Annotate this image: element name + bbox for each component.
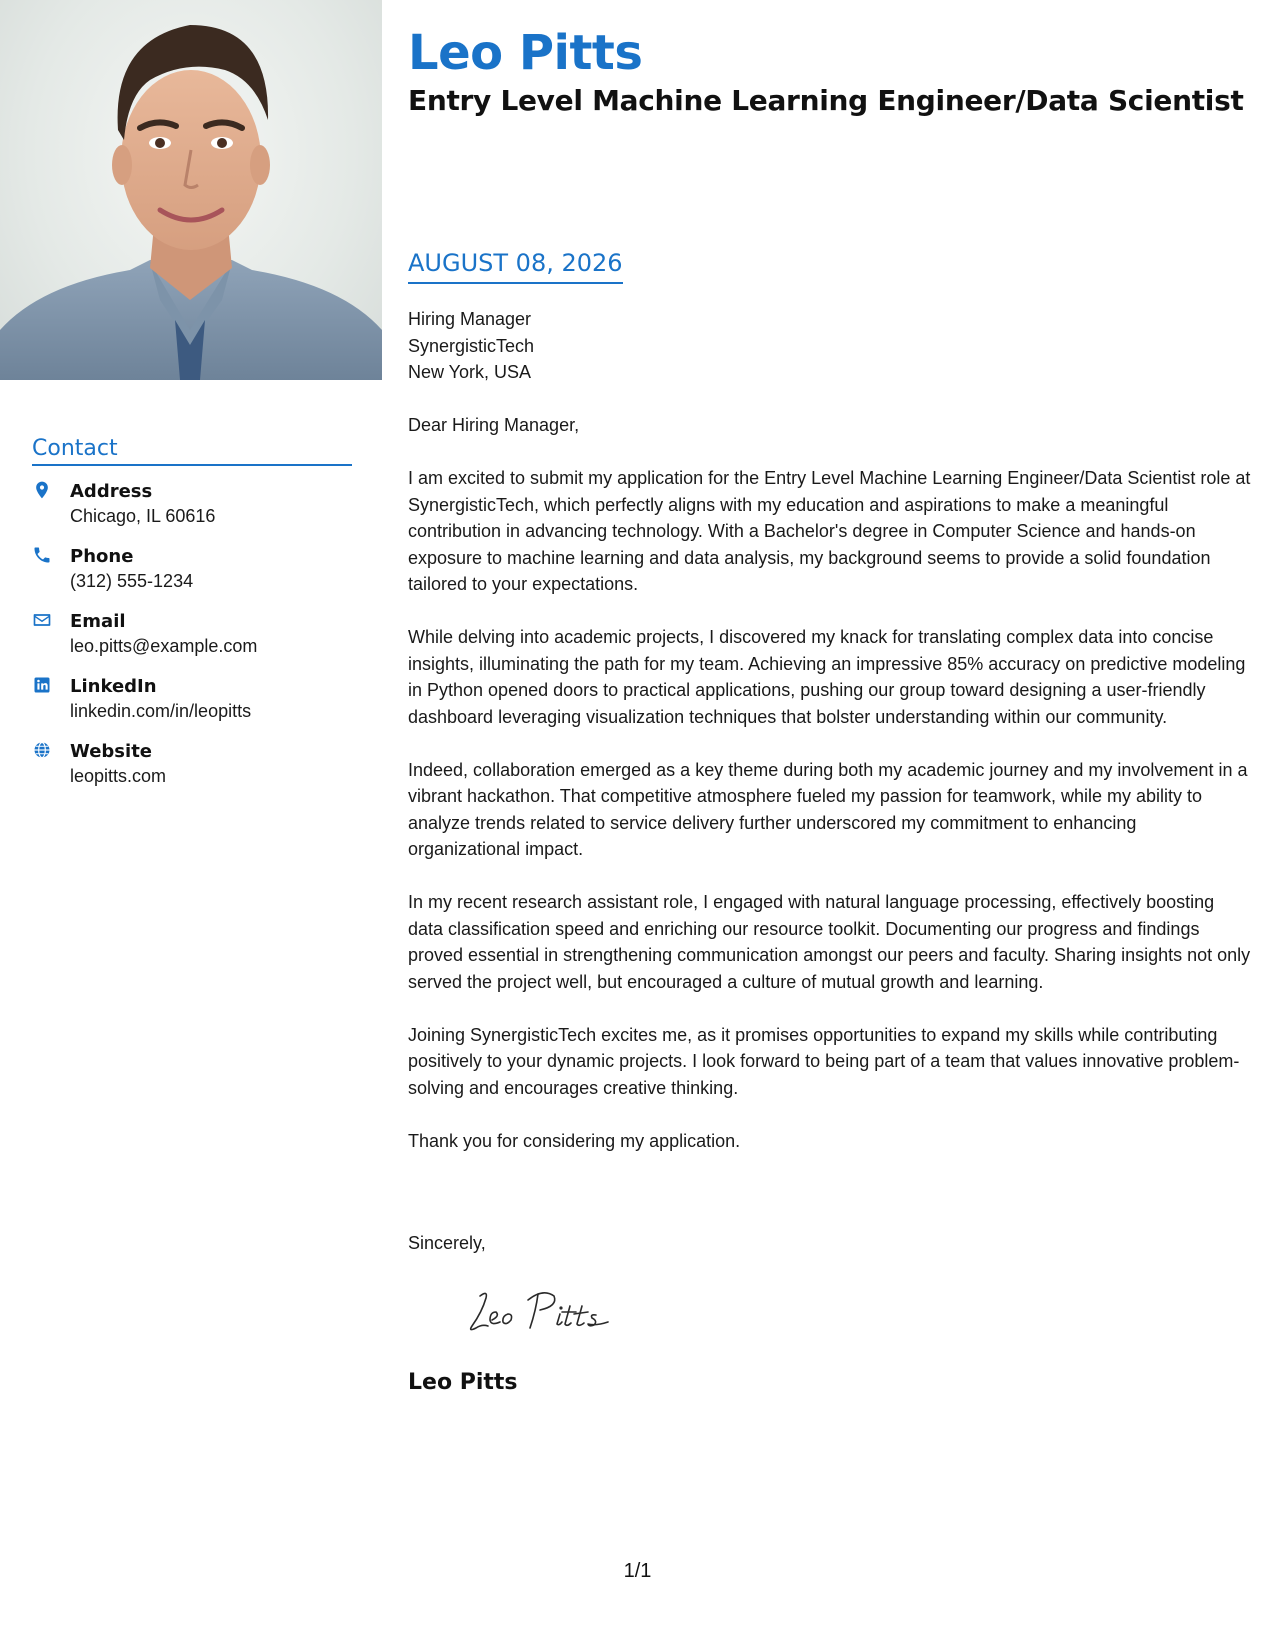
salutation: Dear Hiring Manager, xyxy=(408,415,580,435)
portrait-image xyxy=(0,0,382,380)
contact-item-linkedin xyxy=(32,674,352,724)
recipient-block xyxy=(408,306,534,386)
email-label: Email xyxy=(70,611,126,632)
closing: Sincerely, xyxy=(408,1233,486,1253)
envelope-icon xyxy=(32,609,70,659)
linkedin-label: LinkedIn xyxy=(70,676,157,697)
contact-item-phone xyxy=(32,544,352,594)
letter-body xyxy=(408,412,1253,1181)
profile-photo xyxy=(0,0,382,380)
letter-column xyxy=(408,0,1253,1395)
contact-item-email xyxy=(32,609,352,659)
linkedin-value[interactable]: linkedin.com/in/leopitts xyxy=(70,701,252,721)
phone-icon xyxy=(32,544,70,594)
letter-paragraph: I am excited to submit my application for the Entry Level Machine Learning Engineer/Data Scientist role at SynergisticTech, which perfectly aligns with my education and aspirations to make a meaningful contribution in advancing technology. With a Bachelor's degree in Computer Science and hands-on exposure to machine learning and data analysis, my background seems to provide a solid foundation tailored to your expectations. xyxy=(408,468,1251,594)
letter-date: AUGUST 08, 2026 xyxy=(408,248,623,284)
location-pin-icon xyxy=(32,479,70,529)
linkedin-icon xyxy=(32,674,70,724)
contact-section xyxy=(32,436,352,804)
letter-paragraph: While delving into academic projects, I discovered my knack for translating complex data into concise insights, illuminating the path for my team. Achieving an impressive 85% accuracy on predictive modeling in Python opened doors to practical applications, pushing our group toward designing a user-friendly dashboard leveraging visualization techniques that bolster understanding within our community. xyxy=(408,627,1246,727)
recipient-company: SynergisticTech xyxy=(408,335,535,356)
recipient-location: New York, USA xyxy=(408,362,532,382)
letter-paragraph: In my recent research assistant role, I engaged with natural language processing, effectively boosting data classification speed and enriching our resource toolkit. Documenting our progress and findings proved essential in strengthening communication amongst our peers and faculty. Sharing insights not only served the project well, but encouraged a culture of mutual growth and learning. xyxy=(408,892,1251,992)
globe-icon xyxy=(32,739,70,789)
letter-paragraph: Joining SynergisticTech excites me, as it promises opportunities to expand my skills while contributing positively to your dynamic projects. I look forward to being part of a team that values innovative problem-solving and encourages creative thinking. xyxy=(408,1024,1240,1098)
page-number: 1/1 xyxy=(623,1560,652,1582)
job-title: Entry Level Machine Learning Engineer/Data Scientist xyxy=(408,84,1244,117)
applicant-name: Leo Pitts xyxy=(408,25,643,81)
website-value[interactable]: leopitts.com xyxy=(70,766,167,786)
contact-heading: Contact xyxy=(32,436,352,466)
signer-name: Leo Pitts xyxy=(408,1370,518,1395)
letter-paragraph: Thank you for considering my application. xyxy=(408,1130,741,1151)
phone-value: (312) 555-1234 xyxy=(70,571,194,591)
address-value: Chicago, IL 60616 xyxy=(70,506,216,526)
contact-item-address xyxy=(32,479,352,529)
website-label: Website xyxy=(70,741,153,762)
contact-item-website xyxy=(32,739,352,789)
recipient-name: Hiring Manager xyxy=(408,309,532,329)
phone-label: Phone xyxy=(70,546,134,567)
email-value[interactable]: leo.pitts@example.com xyxy=(70,636,258,656)
letter-paragraph: Indeed, collaboration emerged as a key theme during both my academic journey and my involvement in a vibrant hackathon. That competitive atmosphere fueled my passion for teamwork, while my ability to analyze trends related to service delivery further underscored my commitment to enhancing organizational impact. xyxy=(408,759,1248,859)
signature-image xyxy=(458,1282,628,1338)
address-label: Address xyxy=(70,481,153,502)
